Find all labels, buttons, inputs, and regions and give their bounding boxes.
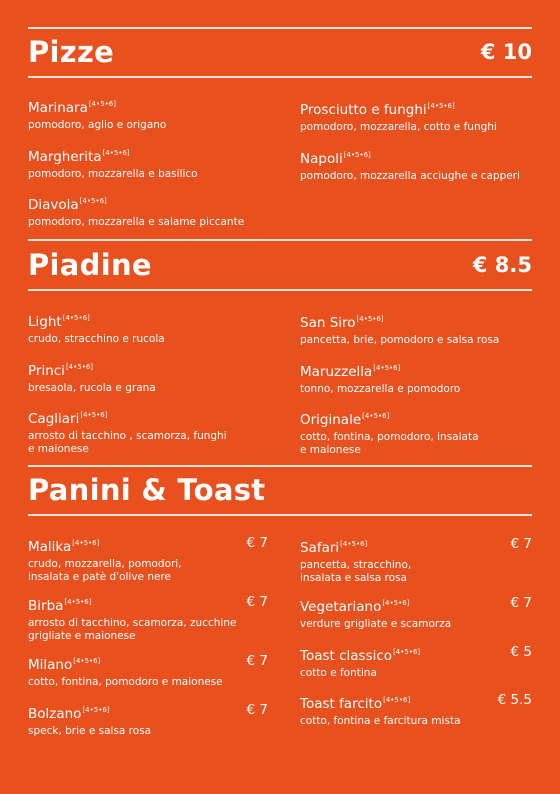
panini-left-column	[28, 535, 268, 737]
item-description: pancetta, stracchino, insalata e salsa rosa	[300, 559, 412, 584]
item-price: € 7	[510, 595, 532, 611]
item-description: crudo, stracchino e rucola	[28, 333, 165, 345]
menu-item	[28, 193, 268, 229]
item-price: € 7	[246, 653, 268, 669]
allergen-codes: [4•5•6]	[340, 540, 368, 548]
item-description: pomodoro, mozzarella acciughe e capperi	[300, 169, 520, 182]
item-name: Napoli	[300, 150, 343, 167]
menu-item	[300, 408, 532, 456]
allergen-codes: [4•5•6]	[65, 362, 94, 371]
item-price: € 7	[246, 535, 268, 551]
panini-right-column	[300, 536, 532, 728]
menu-item	[300, 311, 532, 347]
menu-item	[300, 692, 532, 728]
piadine-right-column	[300, 311, 532, 456]
menu-item	[28, 145, 268, 181]
allergen-codes: [4•5•6]	[102, 148, 130, 157]
item-description: cotto, fontina e farcitura mista	[300, 715, 461, 727]
allergen-codes: [4•5•6]	[383, 696, 411, 704]
allergen-codes: [4•5•6]	[64, 598, 92, 606]
item-description: speck, brie e salsa rosa	[28, 724, 152, 737]
item-name: Margherita	[28, 148, 102, 165]
menu-item	[28, 594, 268, 642]
menu-item	[28, 535, 268, 583]
allergen-codes: [4•5•6]	[373, 363, 401, 372]
item-name: Birba	[28, 598, 64, 614]
item-description: pomodoro, aglio e origano	[28, 119, 167, 131]
menu-item	[28, 653, 268, 689]
item-name: Princi	[28, 362, 65, 379]
section-title-piadine: Piadine	[28, 248, 152, 282]
item-description: verdure grigliate e scamorza	[300, 618, 452, 630]
item-name: San Siro	[300, 315, 356, 331]
menu-item	[28, 310, 268, 346]
item-price: € 5	[510, 643, 532, 660]
item-name: Marinara	[28, 100, 88, 116]
allergen-codes: [4•5•6]	[356, 315, 384, 323]
item-name: Toast farcito	[300, 696, 383, 712]
item-description: arrosto di tacchino , scamorza, funghi e maionese	[28, 430, 227, 455]
item-description: cotto, fontina, pomodoro, insalata e maionese	[300, 431, 479, 456]
piadine-left-column	[28, 310, 268, 455]
item-name: Maruzzella	[300, 363, 373, 380]
pizze-left-column	[28, 96, 268, 229]
item-description: crudo, mozzarella, pomodori, insalata e patè d'olive nere	[28, 558, 182, 583]
allergen-codes: [4•5•6]	[73, 657, 101, 665]
item-description: pancetta, brie, pomodoro e salsa rosa	[300, 334, 500, 346]
item-description: cotto, fontina, pomodoro e maionese	[28, 676, 223, 688]
item-description: pomodoro, mozzarella e basilico	[28, 167, 198, 180]
divider	[28, 27, 532, 29]
menu-item	[300, 595, 532, 631]
divider	[28, 465, 532, 467]
pizze-right-column	[300, 98, 532, 182]
item-price: € 7	[246, 701, 268, 718]
allergen-codes: [4•5•6]	[80, 411, 108, 419]
item-description: bresaola, rucola e grana	[28, 381, 156, 394]
allergen-codes: [4•5•6]	[393, 647, 421, 656]
menu-item	[28, 96, 268, 132]
item-description: pomodoro, mozzarella, cotto e funghi	[300, 121, 497, 133]
allergen-codes: [4•5•6]	[62, 314, 90, 322]
menu-item	[300, 147, 532, 183]
allergen-codes: [4•5•6]	[82, 705, 110, 714]
item-name: Toast classico	[300, 647, 393, 664]
menu-item	[300, 98, 532, 134]
section-price-piadine: € 8.5	[472, 253, 532, 277]
item-name: Milano	[28, 657, 73, 673]
item-name: Vegetariano	[300, 599, 382, 615]
item-name: Cagliari	[28, 411, 80, 427]
menu-item	[28, 702, 268, 738]
divider	[28, 289, 532, 291]
section-title-pizze: Pizze	[28, 35, 115, 69]
menu-item	[28, 359, 268, 395]
item-price: € 5.5	[497, 692, 532, 708]
allergen-codes: [4•5•6]	[362, 412, 390, 420]
menu-item	[300, 644, 532, 680]
item-description: cotto e fontina	[300, 666, 377, 679]
allergen-codes: [4•5•6]	[427, 102, 455, 110]
item-price: € 7	[246, 594, 268, 610]
allergen-codes: [4•5•6]	[72, 539, 100, 547]
divider	[28, 514, 532, 516]
item-price: € 7	[510, 536, 532, 552]
menu-item	[300, 360, 532, 396]
menu-item	[28, 407, 268, 455]
item-description: pomodoro, mozzarella e salame piccante	[28, 216, 245, 228]
allergen-codes: [4•5•6]	[382, 599, 410, 607]
item-description: tonno, mozzarella e pomodoro	[300, 382, 461, 395]
item-name: Prosciutto e funghi	[300, 102, 427, 118]
allergen-codes: [4•5•6]	[88, 100, 116, 108]
divider	[28, 76, 532, 78]
section-title-panini: Panini & Toast	[28, 473, 266, 507]
item-name: Diavola	[28, 197, 79, 213]
menu-item	[300, 536, 532, 584]
item-name: Safari	[300, 540, 340, 556]
item-name: Malika	[28, 539, 72, 555]
item-name: Originale	[300, 412, 362, 428]
item-name: Bolzano	[28, 705, 82, 722]
divider	[28, 239, 532, 241]
section-price-pizze: € 10	[480, 40, 532, 64]
item-description: arrosto di tacchino, scamorza, zucchine grigliate e maionese	[28, 617, 237, 642]
item-name: Light	[28, 314, 62, 330]
allergen-codes: [4•5•6]	[343, 150, 371, 159]
allergen-codes: [4•5•6]	[79, 197, 107, 205]
